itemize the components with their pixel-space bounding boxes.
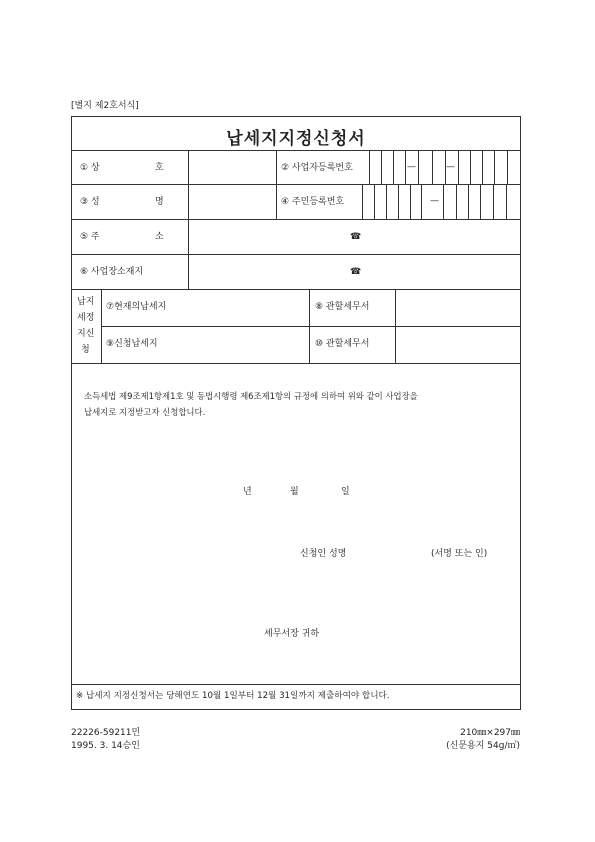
digit-box-divider — [405, 150, 406, 184]
digit-box-divider — [494, 150, 495, 184]
date-day: 일 — [341, 487, 350, 497]
name-label-suffix: 명 — [155, 197, 164, 207]
trade-name-label-suffix: 호 — [155, 163, 164, 173]
hline — [101, 326, 521, 327]
phone-icon: ☎ — [350, 267, 362, 277]
hline — [71, 184, 521, 185]
approval-date: 1995. 3. 14승인 — [71, 741, 140, 751]
body-text-line1: 소득세법 제9조제1항제1호 및 동법시행령 제6조제1항의 규정에 의하여 위와 같이 사업장을 — [84, 391, 418, 401]
digit-box-divider — [443, 184, 444, 219]
digit-box-divider — [506, 184, 507, 219]
paper-spec: (신문용지 54g/㎡) — [446, 741, 520, 751]
digit-box-divider — [456, 184, 457, 219]
digit-box-divider — [468, 184, 469, 219]
addressee: 세무서장 귀하 — [264, 629, 320, 639]
digit-box-divider — [493, 184, 494, 219]
reg-dash: — — [430, 196, 439, 206]
digit-box-divider — [482, 150, 483, 184]
frame-left — [71, 116, 72, 710]
hline — [71, 363, 521, 364]
frame-bottom — [71, 709, 521, 710]
group-side-label: 세정 — [77, 313, 95, 323]
vline — [395, 289, 396, 363]
vline — [309, 289, 310, 363]
vline — [362, 184, 363, 219]
group-side-label: 납지 — [77, 297, 95, 307]
hline — [71, 684, 521, 685]
form-code: 22226-59211민 — [71, 728, 141, 738]
digit-box-divider — [418, 150, 419, 184]
body-text-line2: 납세지로 지정받고자 신청합니다. — [84, 407, 206, 417]
digit-box-divider — [421, 184, 422, 219]
digit-box-divider — [393, 150, 394, 184]
date-month: 월 — [290, 487, 299, 497]
digit-box-divider — [480, 184, 481, 219]
form-title: 납세지지정신청서 — [226, 129, 366, 149]
hline — [71, 254, 521, 255]
current-tax-place-label: ⑦현재의납세지 — [106, 302, 167, 312]
trade-name-label: ① 상 — [80, 163, 100, 173]
digit-box-divider — [398, 184, 399, 219]
name-label: ③ 성 — [80, 197, 100, 207]
reg-dash: — — [407, 162, 416, 172]
digit-box-divider — [507, 150, 508, 184]
signature-label: (서명 또는 인) — [431, 549, 488, 559]
vline — [188, 150, 189, 289]
requested-tax-place-label: ⑨신청납세지 — [106, 339, 158, 349]
jurisdiction-office-label: ⑩ 관할세무서 — [315, 339, 370, 349]
digit-box-divider — [410, 184, 411, 219]
paper-size: 210㎜×297㎜ — [460, 728, 520, 738]
business-location-label: ⑥ 사업장소재지 — [80, 267, 144, 277]
vline — [276, 150, 277, 219]
submission-note: ※ 납세지 지정신청서는 당해연도 10월 1일부터 12월 31일까지 제출하여야 합니다. — [76, 691, 390, 701]
hline — [71, 219, 521, 220]
date-year: 년 — [243, 487, 252, 497]
digit-box-divider — [470, 150, 471, 184]
frame-top — [71, 116, 521, 117]
digit-box-divider — [432, 150, 433, 184]
hline — [71, 150, 521, 151]
vline — [101, 289, 102, 363]
digit-box-divider — [386, 184, 387, 219]
business-reg-no-label: ② 사업자등록번호 — [281, 163, 353, 173]
group-side-label: 청 — [81, 345, 90, 355]
digit-box-divider — [374, 184, 375, 219]
group-side-label: 지신 — [77, 329, 95, 339]
frame-right — [520, 116, 521, 710]
vline — [369, 150, 370, 185]
applicant-name-label: 신청인 성명 — [300, 549, 347, 559]
form-tag: [별지 제2호서식] — [71, 101, 139, 111]
hline — [71, 289, 521, 290]
phone-icon: ☎ — [350, 232, 362, 242]
jurisdiction-office-label: ⑧ 관할세무서 — [315, 302, 370, 312]
digit-box-divider — [381, 150, 382, 184]
address-label-suffix: 소 — [155, 232, 164, 242]
reg-dash: — — [446, 162, 455, 172]
address-label: ⑤ 주 — [80, 232, 100, 242]
digit-box-divider — [458, 150, 459, 184]
resident-reg-no-label: ④ 주민등록번호 — [281, 197, 345, 207]
